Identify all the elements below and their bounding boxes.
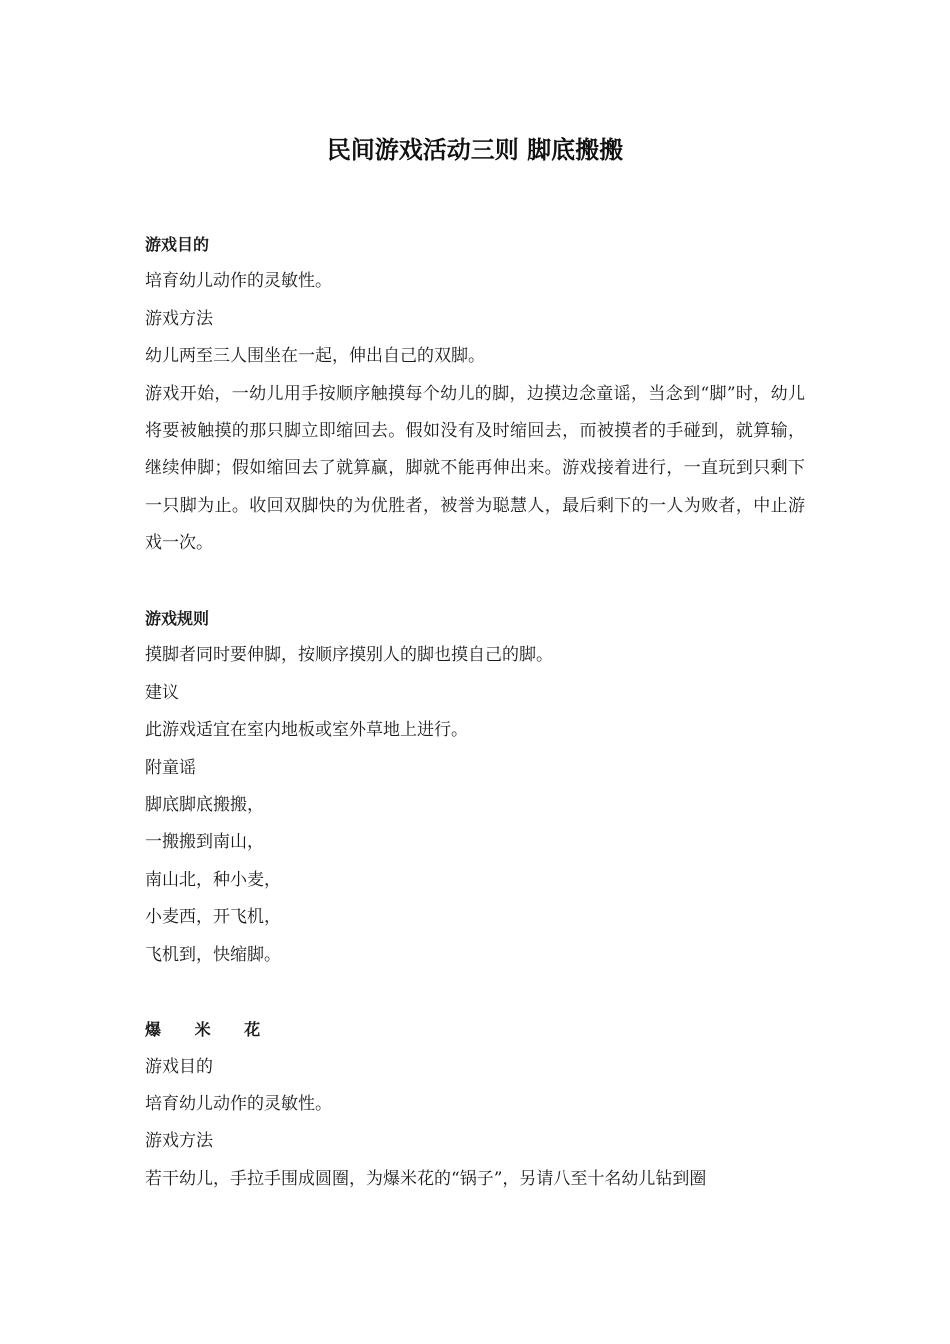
rhyme-line: 一搬搬到南山， xyxy=(145,832,264,853)
goal-text-2: 培育幼儿动作的灵敏性。 xyxy=(145,1094,332,1115)
section-heading-goal: 游戏目的 xyxy=(145,235,210,254)
method-text-2: 若干幼儿，手拉手围成圆圈，为爆米花的“锅子”，另请八至十名幼儿钻到圈 xyxy=(145,1168,707,1189)
suggest-heading: 建议 xyxy=(145,682,179,703)
suggest-text: 此游戏适宜在室内地板或室外草地上进行。 xyxy=(145,720,468,741)
rhyme-line: 脚底脚底搬搬， xyxy=(145,794,264,815)
rhyme-line: 南山北，种小麦， xyxy=(145,869,281,890)
paragraph-spacer xyxy=(145,563,805,600)
document-body xyxy=(145,226,805,1198)
rhyme-line: 飞机到，快缩脚。 xyxy=(145,944,281,965)
goal-text: 培育幼儿动作的灵敏性。 xyxy=(145,271,332,292)
rules-text: 摸脚者同时要伸脚，按顺序摸别人的脚也摸自己的脚。 xyxy=(145,645,553,666)
method-paragraph-1: 幼儿两至三人围坐在一起，伸出自己的双脚。 xyxy=(145,346,485,367)
document-title: 民间游戏活动三则 脚底搬搬 xyxy=(326,136,624,164)
method-heading-2: 游戏方法 xyxy=(145,1131,213,1152)
rhyme-line: 小麦西，开飞机， xyxy=(145,907,281,928)
method-heading: 游戏方法 xyxy=(145,308,213,329)
paragraph-spacer xyxy=(145,974,805,1011)
method-paragraph-2: 游戏开始，一幼儿用手按顺序触摸每个幼儿的脚，边摸边念童谣，当念到“脚”时，幼儿将要被触摸的那只脚立即缩回去。假如没有及时缩回去，而被摸者的手碰到，就算输，继续伸脚；假如缩回去了就算赢，脚就不能再伸出来。游戏接着进行，一直玩到只剩下一只脚为止。收回双脚快的为优胜者，被誉为聪慧人，最后剩下的一人为败者，中止游戏一次。 xyxy=(145,383,805,554)
section-title-popcorn: 爆 米 花 xyxy=(145,1020,275,1040)
section-heading-rules: 游戏规则 xyxy=(145,608,210,628)
rhyme-heading: 附童谣 xyxy=(145,757,196,778)
goal-heading-2: 游戏目的 xyxy=(145,1056,213,1077)
